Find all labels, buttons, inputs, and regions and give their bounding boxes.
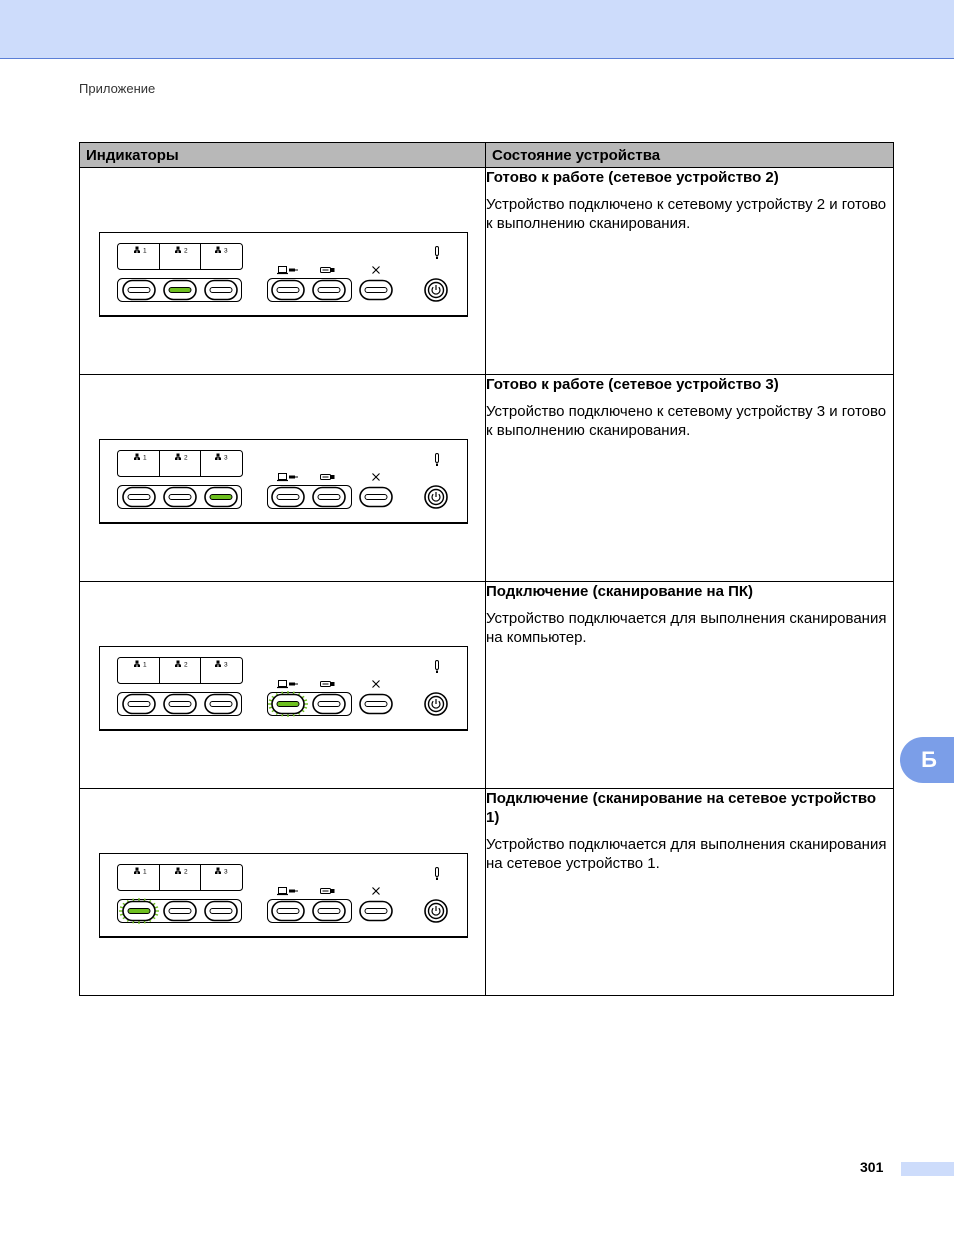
state-title: Подключение (сканирование на сетевое устройство 1): [486, 790, 877, 826]
header-band: [0, 0, 954, 59]
network-label-net3: 3: [224, 247, 228, 255]
state-title: Готово к работе (сетевое устройство 3): [486, 376, 779, 393]
button-net1[interactable]: [119, 898, 159, 924]
network-selector: [118, 451, 243, 477]
power-button[interactable]: [425, 279, 447, 301]
scan-to-usb-icon: [321, 889, 335, 894]
network-label-net1: 1: [143, 454, 147, 462]
table-row: [80, 582, 894, 789]
state-description: Устройство подключается для выполнения сканирования на компьютер.: [486, 610, 887, 646]
network-label-net2: 2: [184, 247, 188, 255]
stop-icon: [373, 888, 380, 895]
button-usb[interactable]: [313, 281, 345, 300]
power-button[interactable]: [425, 900, 447, 922]
button-net2[interactable]: [164, 281, 196, 300]
button-net2[interactable]: [164, 695, 196, 714]
button-stop[interactable]: [360, 902, 392, 921]
page-number: 301: [860, 1159, 884, 1175]
state-cell: [486, 375, 894, 582]
control-panel: [99, 232, 468, 317]
button-stop[interactable]: [360, 695, 392, 714]
button-usb[interactable]: [313, 902, 345, 921]
button-pc[interactable]: [272, 488, 304, 507]
table-header-row: [80, 143, 894, 168]
button-stop[interactable]: [360, 281, 392, 300]
button-net3[interactable]: [205, 281, 237, 300]
stop-icon: [373, 267, 380, 274]
col-header-state: Состояние устройства: [486, 143, 894, 168]
table-row: [80, 168, 894, 375]
scan-to-pc-icon: [277, 888, 298, 895]
col-header-indicators: Индикаторы: [80, 143, 486, 168]
button-stop[interactable]: [360, 488, 392, 507]
button-net3[interactable]: [205, 488, 237, 507]
status-table: [79, 142, 894, 996]
network-label-net1: 1: [143, 661, 147, 669]
power-button[interactable]: [425, 693, 447, 715]
scan-to-pc-icon: [277, 474, 298, 481]
control-panel: [99, 646, 468, 731]
scan-to-usb-icon: [321, 682, 335, 687]
button-net2[interactable]: [164, 902, 196, 921]
network-label-net1: 1: [143, 868, 147, 876]
state-description: Устройство подключается для выполнения сканирования на сетевое устройство 1.: [486, 836, 887, 872]
state-title: Подключение (сканирование на ПК): [486, 583, 754, 600]
button-net3[interactable]: [205, 902, 237, 921]
state-description: Устройство подключено к сетевому устройству 2 и готово к выполнению сканирования.: [486, 196, 887, 232]
control-panel: [99, 853, 468, 938]
warning-icon: [436, 454, 439, 467]
network-label-net3: 3: [224, 454, 228, 462]
button-pc[interactable]: [272, 902, 304, 921]
scan-to-usb-icon: [321, 268, 335, 273]
state-title: Готово к работе (сетевое устройство 2): [486, 169, 779, 186]
power-button[interactable]: [425, 486, 447, 508]
button-net3[interactable]: [205, 695, 237, 714]
network-label-net1: 1: [143, 247, 147, 255]
network-selector: [118, 658, 243, 684]
network-selector: [118, 244, 243, 270]
indicator-cell: [80, 582, 486, 789]
button-pc[interactable]: [268, 691, 308, 717]
network-label-net2: 2: [184, 868, 188, 876]
button-pc[interactable]: [272, 281, 304, 300]
button-net1[interactable]: [123, 488, 155, 507]
appendix-tab[interactable]: Б: [900, 737, 954, 783]
page-number-bar: [901, 1162, 954, 1176]
scan-to-usb-icon: [321, 475, 335, 480]
scan-to-pc-icon: [277, 267, 298, 274]
state-cell: [486, 168, 894, 375]
state-cell: [486, 582, 894, 789]
network-label-net2: 2: [184, 661, 188, 669]
stop-icon: [373, 681, 380, 688]
indicator-cell: [80, 168, 486, 375]
warning-icon: [436, 661, 439, 674]
button-usb[interactable]: [313, 488, 345, 507]
scan-to-pc-icon: [277, 681, 298, 688]
section-label: Приложение: [79, 81, 156, 96]
button-usb[interactable]: [313, 695, 345, 714]
indicator-cell: [80, 375, 486, 582]
state-cell: [486, 789, 894, 996]
network-label-net2: 2: [184, 454, 188, 462]
button-net1[interactable]: [123, 281, 155, 300]
stop-icon: [373, 474, 380, 481]
table-row: [80, 789, 894, 996]
control-panel: [99, 439, 468, 524]
state-description: Устройство подключено к сетевому устройству 3 и готово к выполнению сканирования.: [486, 403, 887, 439]
network-label-net3: 3: [224, 868, 228, 876]
network-selector: [118, 865, 243, 891]
warning-icon: [436, 868, 439, 881]
button-net2[interactable]: [164, 488, 196, 507]
table-row: [80, 375, 894, 582]
network-label-net3: 3: [224, 661, 228, 669]
warning-icon: [436, 247, 439, 260]
indicator-cell: [80, 789, 486, 996]
button-net1[interactable]: [123, 695, 155, 714]
